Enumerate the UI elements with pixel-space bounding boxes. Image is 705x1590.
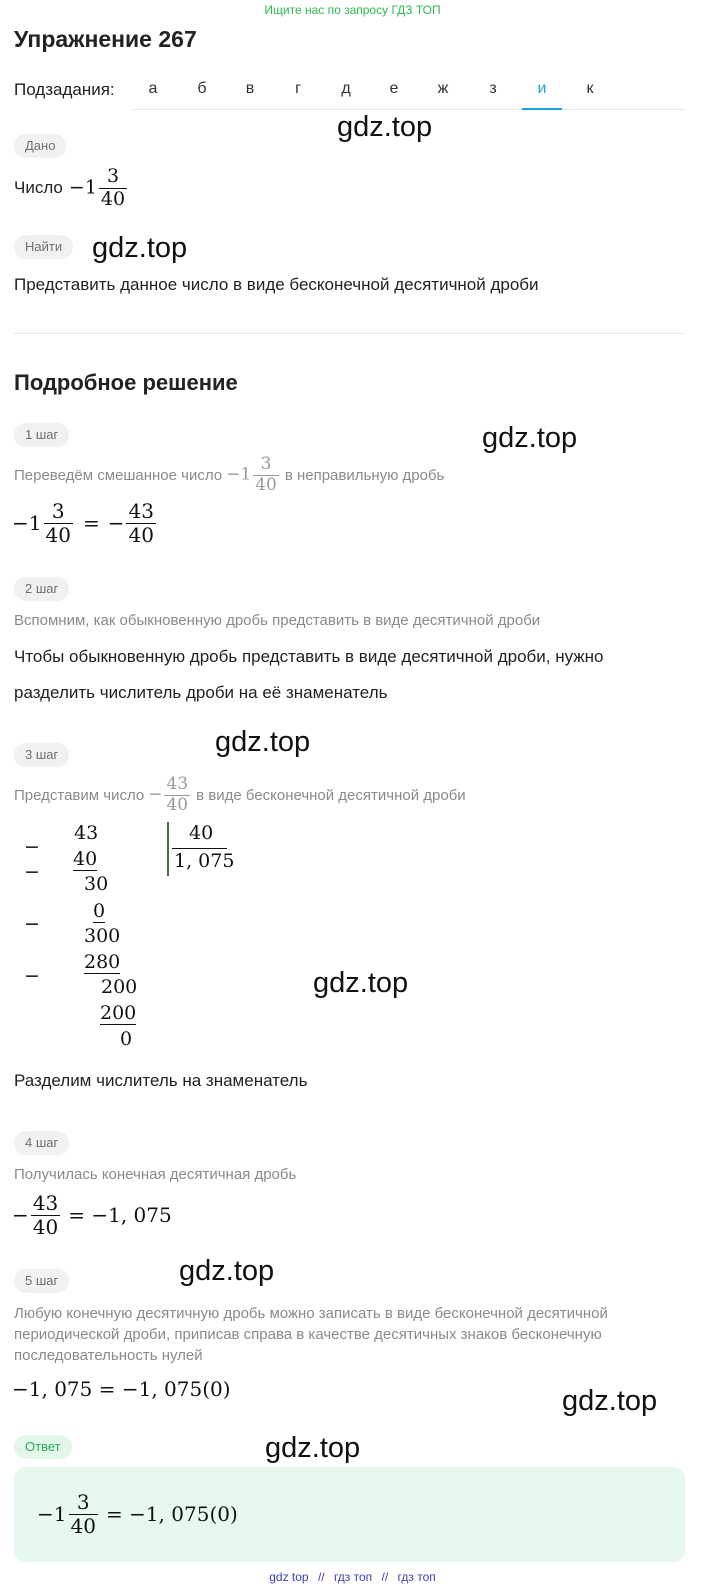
watermark: gdz.top [562, 1385, 658, 1417]
numerator: 43 [128, 498, 154, 523]
division-row: 200 [100, 1002, 137, 1024]
tab-k[interactable]: к [586, 80, 594, 97]
numerator: 3 [76, 1489, 90, 1514]
step-description: Любую конечную десятичную дробь можно записать в виде бесконечной десятичной периодической дроби, приписав справа в качестве десятичных знаков бесконечную последовательность нулей [14, 1305, 608, 1364]
numerator: 43 [32, 1190, 59, 1215]
division-row: 0 [93, 900, 106, 922]
denominator: 40 [70, 1513, 96, 1538]
mixed-number [226, 455, 281, 495]
equals-sign: = [82, 511, 100, 535]
denominator: 40 [32, 1214, 59, 1239]
page-title: Упражнение 267 [14, 26, 197, 52]
tab-v[interactable]: в [245, 80, 255, 97]
answer-equation [37, 1487, 238, 1541]
denominator: 40 [45, 522, 71, 547]
division-row: 30 [84, 873, 109, 895]
footer-separator: // [317, 1570, 325, 1584]
tab-i[interactable]: и [522, 70, 562, 110]
given-text: Число [14, 178, 63, 197]
step-desc-text: Представим число [14, 786, 145, 804]
step-equation [12, 1188, 172, 1242]
minus-sign: − [24, 836, 40, 858]
step-description [14, 452, 444, 498]
given-number [69, 166, 129, 211]
denominator: 40 [166, 794, 189, 815]
sign: − [37, 1502, 54, 1526]
footer-link[interactable]: гдз топ [333, 1570, 373, 1584]
step-text: разделить числитель дроби на её знаменатель [14, 683, 388, 702]
numerator: 3 [51, 498, 65, 523]
division-row: 40 [73, 848, 98, 870]
sign: − [68, 176, 85, 198]
long-division [0, 818, 300, 1058]
step-desc-text: в виде бесконечной десятичной дроби [196, 786, 466, 804]
step-desc-text: Переведём смешанное число [14, 466, 223, 484]
subtasks-label: Подзадания: [14, 80, 115, 99]
step-text: Разделим числитель на знаменатель [14, 1071, 308, 1090]
answer-badge: Ответ [14, 1435, 72, 1459]
division-row: 0 [120, 1028, 133, 1050]
top-ad-link[interactable]: Ищите нас по запросу ГДЗ ТОП [264, 3, 441, 17]
sign: − [226, 464, 241, 485]
whole-part: 1 [28, 511, 42, 535]
sign: − [12, 1203, 29, 1227]
step-badge: 1 шаг [14, 423, 69, 447]
watermark: gdz.top [92, 232, 188, 264]
step-badge: 3 шаг [14, 743, 69, 767]
watermark: gdz.top [215, 726, 311, 758]
tab-z[interactable]: з [489, 80, 497, 97]
footer-separator: // [381, 1570, 389, 1584]
equation-rhs: = −1, 075(0) [105, 1502, 238, 1526]
divisor: 40 [189, 822, 214, 844]
step-badge: 5 шаг [14, 1269, 69, 1293]
watermark: gdz.top [482, 422, 578, 454]
step-badge: 4 шаг [14, 1131, 69, 1155]
step-description: Получилась конечная десятичная дробь [14, 1166, 297, 1183]
sign: − [12, 511, 29, 535]
tab-d[interactable]: д [341, 80, 351, 97]
step-description [14, 772, 466, 818]
find-badge: Найти [14, 235, 73, 259]
division-row: 300 [84, 925, 121, 947]
quotient: 1, 075 [174, 850, 235, 872]
tab-a[interactable]: а [148, 80, 158, 97]
given-statement [14, 163, 129, 213]
watermark: gdz.top [265, 1432, 361, 1464]
whole-part: 1 [53, 1502, 67, 1526]
division-row: 43 [74, 822, 99, 844]
numerator: 43 [166, 773, 189, 794]
step-equation [12, 497, 158, 549]
section-divider [14, 333, 685, 334]
tab-e[interactable]: е [389, 80, 399, 97]
denominator: 40 [128, 522, 154, 547]
division-vertical-line [167, 822, 169, 876]
watermark: gdz.top [337, 111, 433, 143]
minus-sign: − [24, 965, 40, 987]
step-badge: 2 шаг [14, 577, 69, 601]
step-description: Вспомним, как обыкновенную дробь представить в виде десятичной дроби [14, 612, 541, 629]
fraction [148, 775, 192, 815]
whole-part: 1 [240, 464, 252, 485]
minus-sign: − [24, 913, 40, 935]
whole-part: 1 [84, 176, 97, 198]
sign: − [148, 784, 163, 805]
numerator: 3 [106, 164, 120, 187]
division-row: 200 [101, 976, 138, 998]
find-text: Представить данное число в виде бесконечной десятичной дроби [14, 275, 539, 294]
tab-g[interactable]: г [295, 80, 301, 97]
watermark: gdz.top [179, 1255, 275, 1287]
footer-link[interactable]: гдз топ [397, 1570, 436, 1584]
watermark: gdz.top [313, 967, 409, 999]
tab-zh[interactable]: ж [437, 80, 449, 97]
denominator: 40 [100, 187, 126, 210]
footer-link[interactable]: gdz top [269, 1570, 309, 1584]
sign: − [107, 511, 125, 535]
given-badge: Дано [14, 134, 66, 158]
equation-rhs: = −1, 075 [68, 1203, 172, 1227]
answer-box [14, 1467, 685, 1562]
step-desc-text: в неправильную дробь [284, 466, 445, 484]
subtasks-tabs [133, 70, 685, 110]
footer-links [0, 1570, 705, 1584]
step-text: Чтобы обыкновенную дробь представить в виде десятичной дроби, нужно [14, 647, 604, 666]
numerator: 3 [260, 453, 272, 474]
division-horizontal-line [172, 848, 227, 849]
solution-title: Подробное решение [14, 370, 238, 395]
division-row: 280 [84, 951, 121, 973]
denominator: 40 [255, 474, 277, 495]
tab-b[interactable]: б [197, 80, 207, 97]
step-equation: −1, 075 = −1, 075(0) [12, 1377, 231, 1401]
minus-sign: − [24, 861, 40, 883]
